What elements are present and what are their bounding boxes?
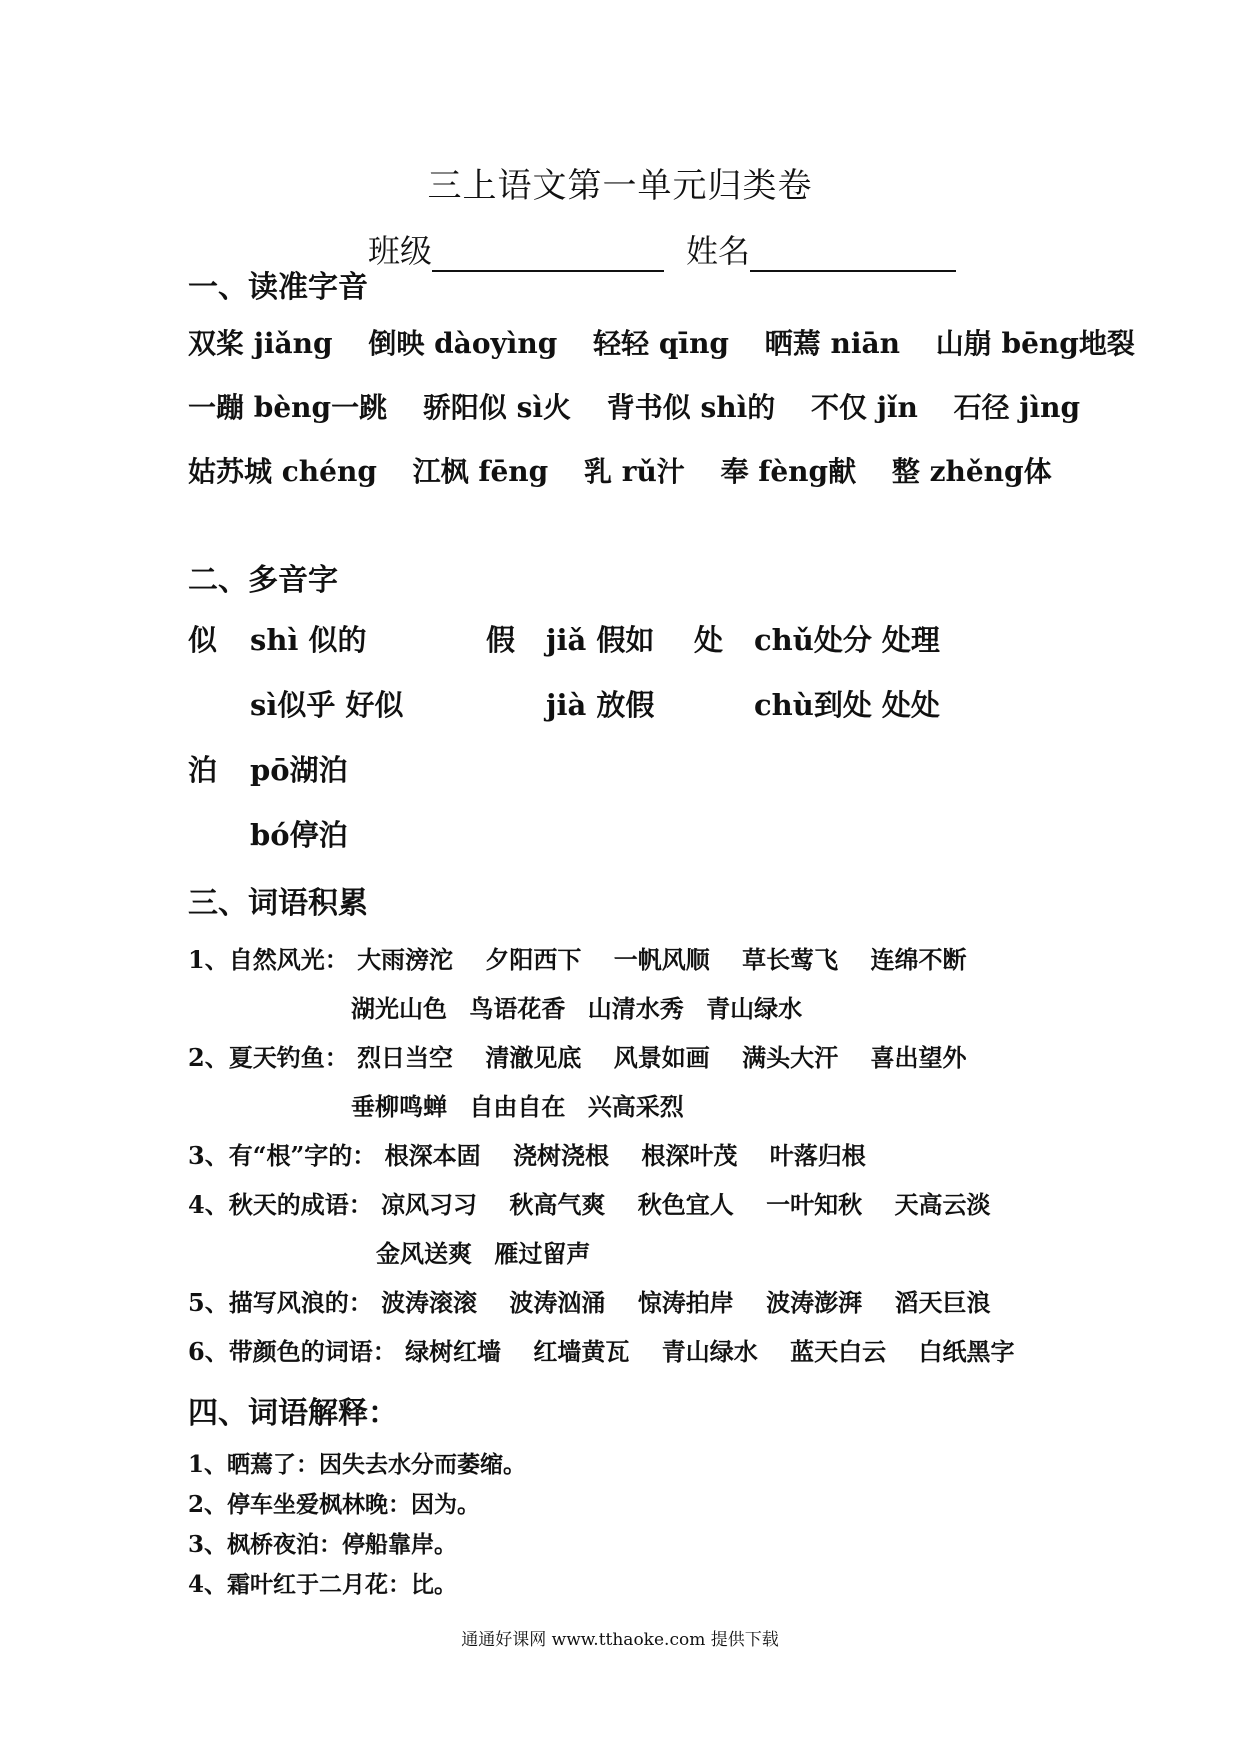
- vocab-word: 根深本固: [384, 1141, 481, 1170]
- vocab-label: 5、描写风浪的：: [188, 1288, 373, 1317]
- vocab-row-5: [188, 1283, 1015, 1318]
- poly-char-chu: 处: [694, 623, 724, 657]
- vocab-word: 兴高采烈: [587, 1092, 684, 1121]
- vocab-word: 一叶知秋: [766, 1190, 863, 1219]
- vocab-row-1-cont: [351, 989, 816, 1024]
- pinyin-item: 双桨 jiǎng: [188, 327, 333, 360]
- vocab-word: 雁过留声: [494, 1239, 591, 1268]
- student-info-row: [368, 226, 978, 272]
- vocab-word: 一帆风顺: [613, 945, 710, 974]
- vocab-word: 波涛滚滚: [381, 1288, 478, 1317]
- poly-bo-reading-1: pō湖泊: [250, 753, 348, 787]
- vocab-label: 2、夏天钓鱼：: [188, 1043, 349, 1072]
- poly-char-bo: 泊: [188, 753, 218, 787]
- vocab-word: 大雨滂沱: [357, 945, 454, 974]
- poly-bo-reading-2: bó停泊: [250, 818, 348, 852]
- vocab-row-6: [188, 1332, 1039, 1367]
- poly-jia-reading-2: jià 放假: [546, 688, 655, 722]
- name-blank[interactable]: [750, 234, 956, 272]
- pinyin-item: 乳 rǔ汁: [583, 455, 685, 488]
- pinyin-item: 江枫 fēng: [412, 455, 549, 488]
- vocab-word: 蓝天白云: [790, 1337, 887, 1366]
- poly-si-reading-1: shì 似的: [250, 623, 367, 657]
- vocab-row-3: [188, 1136, 890, 1171]
- vocab-label: 3、有“根”字的：: [188, 1141, 377, 1170]
- vocab-word: 金风送爽: [376, 1239, 472, 1268]
- pinyin-item: 奉 fèng献: [720, 455, 857, 488]
- vocab-word: 红墙黄瓦: [533, 1337, 630, 1366]
- poly-chu-reading-2: chù到处 处处: [754, 688, 940, 722]
- page-title: 三上语文第一单元归类卷: [427, 166, 813, 206]
- pinyin-item: 倒映 dàoyìng: [368, 327, 558, 360]
- definition-item: 4、霜叶红于二月花：比。: [188, 1571, 458, 1598]
- poly-si-reading-2: sì似乎 好似: [250, 688, 404, 722]
- vocab-word: 夕阳西下: [485, 945, 582, 974]
- vocab-word: 秋色宜人: [637, 1190, 734, 1219]
- pinyin-item: 背书似 shì的: [606, 391, 776, 424]
- class-label: 班级: [368, 232, 433, 270]
- pinyin-item: 姑苏城 chéng: [188, 455, 377, 488]
- class-blank[interactable]: [432, 234, 664, 272]
- section4-heading: 四、词语解释：: [188, 1396, 398, 1431]
- pinyin-item: 晒蔫 niān: [764, 327, 901, 360]
- vocab-word: 自由自在: [469, 1092, 566, 1121]
- vocab-word: 满头大汗: [742, 1043, 839, 1072]
- vocab-word: 喜出望外: [870, 1043, 967, 1072]
- footer-credit: 通通好课网 www.tthaoke.com 提供下载: [461, 1630, 779, 1650]
- vocab-label: 4、秋天的成语：: [188, 1190, 373, 1219]
- vocab-word: 风景如画: [613, 1043, 710, 1072]
- definition-item: 1、晒蔫了：因失去水分而萎缩。: [188, 1451, 527, 1478]
- vocab-word: 波涛汹涌: [509, 1288, 606, 1317]
- poly-jia-reading-1: jiǎ 假如: [546, 623, 655, 657]
- pinyin-item: 轻轻 qīng: [593, 327, 730, 360]
- vocab-word: 滔天巨浪: [894, 1288, 991, 1317]
- vocab-word: 凉风习习: [381, 1190, 478, 1219]
- pinyin-item: 不仅 jǐn: [811, 391, 918, 424]
- vocab-label: 6、带颜色的词语：: [188, 1337, 397, 1366]
- vocab-row-4: [188, 1185, 1015, 1220]
- poly-char-si: 似: [188, 623, 218, 657]
- vocab-word: 天高云淡: [894, 1190, 991, 1219]
- vocab-word: 鸟语花香: [469, 994, 566, 1023]
- section1-heading: 一、读准字音: [188, 270, 368, 305]
- vocab-word: 烈日当空: [357, 1043, 454, 1072]
- vocab-word: 白纸黑字: [918, 1337, 1015, 1366]
- pinyin-row-2: [188, 386, 1106, 426]
- definition-item: 2、停车坐爱枫林晚：因为。: [188, 1491, 481, 1518]
- poly-chu-reading-1: chǔ处分 处理: [754, 623, 940, 657]
- vocab-word: 草长莺飞: [742, 945, 839, 974]
- pinyin-item: 石径 jìng: [953, 391, 1081, 424]
- vocab-word: 青山绿水: [706, 994, 803, 1023]
- vocab-word: 青山绿水: [661, 1337, 758, 1366]
- definition-item: 3、枫桥夜泊：停船靠岸。: [188, 1531, 458, 1558]
- vocab-word: 湖光山色: [351, 994, 447, 1023]
- vocab-word: 清澈见底: [485, 1043, 582, 1072]
- pinyin-item: 一蹦 bèng一跳: [188, 391, 388, 424]
- vocab-word: 垂柳鸣蝉: [351, 1092, 447, 1121]
- vocab-row-1: [188, 940, 991, 975]
- pinyin-row-3: [188, 450, 1078, 490]
- vocab-word: 秋高气爽: [509, 1190, 606, 1219]
- section2-heading: 二、多音字: [188, 563, 338, 598]
- vocab-word: 根深叶茂: [641, 1141, 738, 1170]
- vocab-word: 绿树红墙: [405, 1337, 502, 1366]
- vocab-word: 波涛澎湃: [766, 1288, 863, 1317]
- vocab-word: 山清水秀: [587, 994, 684, 1023]
- pinyin-item: 骄阳似 sì火: [422, 391, 571, 424]
- pinyin-row-1: [188, 322, 1161, 362]
- vocab-word: 叶落归根: [769, 1141, 866, 1170]
- vocab-label: 1、自然风光：: [188, 945, 349, 974]
- section3-heading: 三、词语积累: [188, 886, 368, 921]
- vocab-word: 惊涛拍岸: [637, 1288, 734, 1317]
- poly-char-jia: 假: [486, 623, 516, 657]
- vocab-word: 连绵不断: [870, 945, 967, 974]
- pinyin-item: 整 zhěng体: [891, 455, 1052, 488]
- vocab-row-2: [188, 1038, 991, 1073]
- name-label: 姓名: [686, 232, 751, 270]
- vocab-row-2-cont: [351, 1087, 698, 1122]
- pinyin-item: 山崩 bēng地裂: [935, 327, 1135, 360]
- vocab-word: 浇树浇根: [513, 1141, 610, 1170]
- vocab-row-4-cont: [376, 1234, 604, 1269]
